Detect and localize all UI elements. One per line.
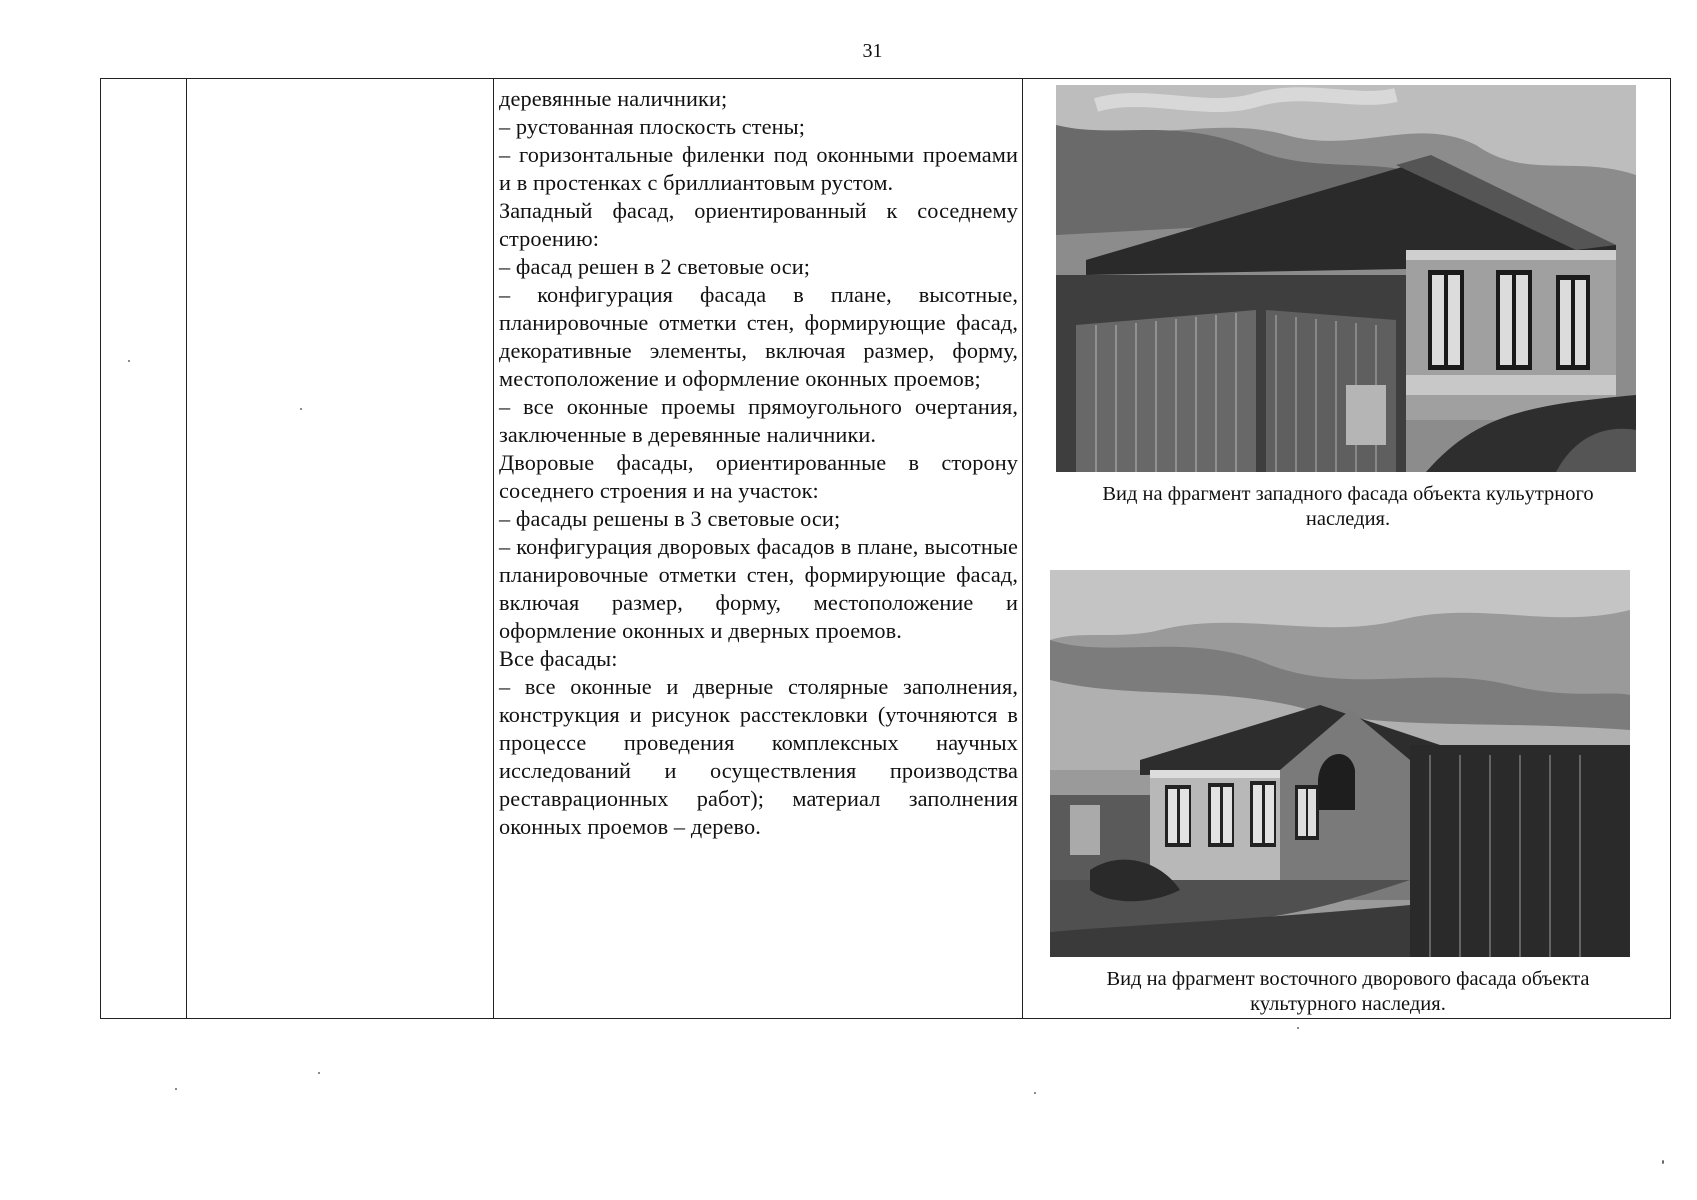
- description-line: – все оконные проемы прямоугольного очертания, заключенные в деревянные наличники.: [499, 394, 1018, 447]
- description-line: – горизонтальные филенки под оконными проемами и в простенках с бриллиантовым рустом.: [499, 142, 1018, 195]
- description-line: деревянные наличники;: [499, 86, 728, 111]
- west-facade-photo: [1056, 85, 1636, 472]
- scan-speck: [175, 1088, 177, 1090]
- heritage-table: [100, 78, 1671, 1019]
- cell-index: [101, 79, 187, 1019]
- photo-caption: Вид на фрагмент восточного дворового фасада объекта культурного наследия.: [1106, 968, 1590, 1015]
- east-courtyard-facade-photo: [1050, 570, 1630, 957]
- table-row: [101, 79, 1671, 1019]
- description-line: – конфигурация фасада в плане, высотные, планировочные отметки стен, формирующие фасад, декоративные элементы, включая размер, форму, местоположение и оформление оконных проемов;: [499, 282, 1018, 391]
- scan-speck: [1034, 1092, 1036, 1094]
- description-line: – фасад решен в 2 световые оси;: [499, 254, 811, 279]
- scan-speck: [318, 1072, 320, 1074]
- description-line: – конфигурация дворовых фасадов в плане, высотные планировочные отметки стен, формирующие фасад, включая размер, форму, местоположение и оформление оконных и дверных проемов.: [499, 534, 1018, 643]
- scan-speck: [300, 408, 302, 410]
- page-number: 31: [862, 40, 883, 62]
- description-line: – фасады решены в 3 световые оси;: [499, 506, 841, 531]
- cell-description: [494, 79, 1023, 1019]
- photo-caption: Вид на фрагмент западного фасада объекта кульутрного наследия.: [1102, 483, 1594, 530]
- cell-name: [187, 79, 494, 1019]
- description-line: Дворовые фасады, ориентированные в сторону соседнего строения и на участок:: [499, 450, 1018, 503]
- description-line: Все фасады:: [499, 646, 618, 671]
- description-line: – все оконные и дверные столярные заполнения, конструкция и рисунок расстекловки (уточняются в процессе проведения комплексных научных исследований и осуществления производства реставрационных работ); материал заполнения оконных проемов – дерево.: [499, 674, 1018, 839]
- description-line: – рустованная плоскость стены;: [499, 114, 806, 139]
- scan-speck: [128, 360, 130, 362]
- description-line: Западный фасад, ориентированный к соседнему строению:: [499, 198, 1018, 251]
- cell-photos: [1023, 79, 1671, 1019]
- scan-speck: [1662, 1160, 1664, 1164]
- scan-speck: [1297, 1027, 1299, 1029]
